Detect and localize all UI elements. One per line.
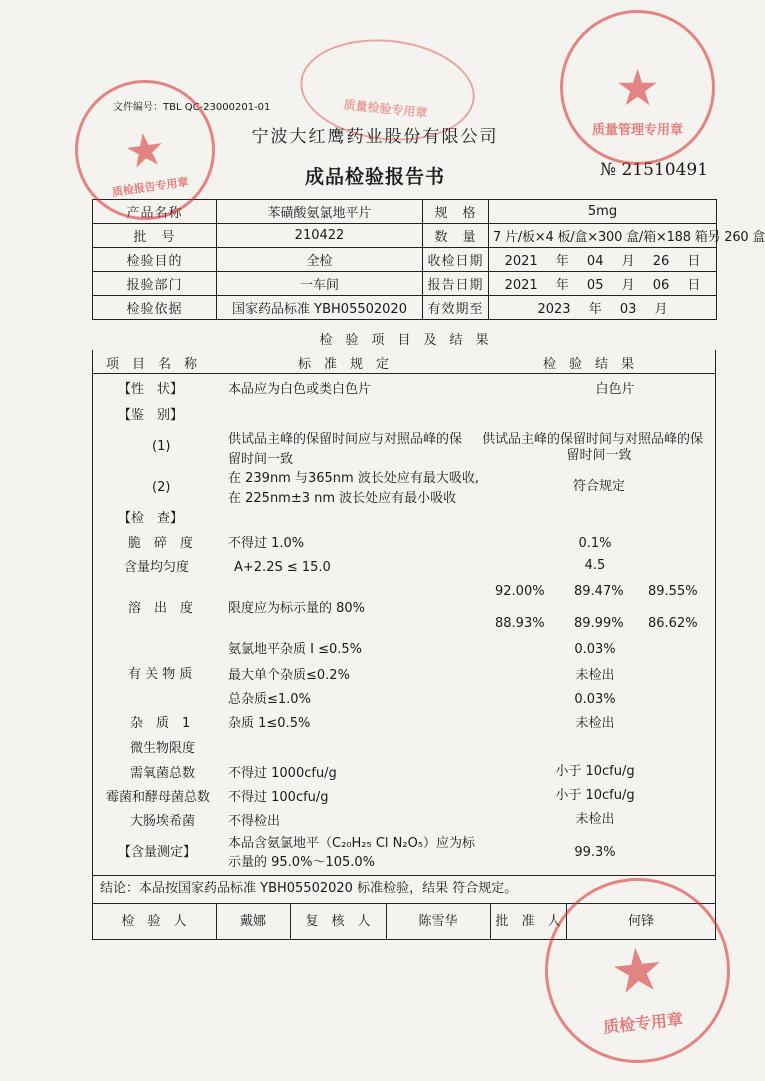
batch-label: 批 号 xyxy=(93,224,217,248)
microbial-limit-label: 微生物限度 xyxy=(130,741,196,756)
quality-stamp-top-center: 质量检验专用章 xyxy=(295,31,479,149)
related-substances-result-1: 0.03% xyxy=(574,642,616,657)
impurity-1-label: 杂 质 1 xyxy=(130,716,191,731)
info-row xyxy=(93,296,717,320)
content-uniformity-standard: A+2.2S ≤ 15.0 xyxy=(234,560,331,575)
friability-label: 脆 碎 度 xyxy=(128,536,194,551)
report-title: 成品检验报告书 xyxy=(304,166,445,188)
related-substances-result-2: 未检出 xyxy=(575,668,615,683)
conclusion: 结论：本品按国家药品标准 YBH05502020 标准检验，结果 符合规定。 xyxy=(100,881,518,896)
batch-value: 210422 xyxy=(217,224,423,248)
identification-2-result: 符合规定 xyxy=(572,479,625,494)
aerobic-count-standard: 不得过 1000cfu/g xyxy=(228,766,337,781)
quality-stamp-bottom-right: ★ 质检专用章 xyxy=(536,869,739,1072)
dissolution-value: 89.99% xyxy=(574,616,624,631)
character-result: 白色片 xyxy=(595,382,635,397)
identification-label: 【鉴 别】 xyxy=(118,408,184,423)
check-label: 【检 查】 xyxy=(118,511,184,526)
expiry-label: 有效期至 xyxy=(423,296,489,320)
quantity-value: 7 片/板×4 板/盒×300 盒/箱×188 箱另 260 盒 xyxy=(489,224,717,248)
related-substances-result-3: 0.03% xyxy=(574,692,616,707)
assay-label: 【含量测定】 xyxy=(118,845,197,860)
related-substances-standard-1: 氨氯地平杂质 I ≤0.5% xyxy=(228,642,363,657)
divider xyxy=(92,373,716,374)
basis-label: 检验依据 xyxy=(93,296,217,320)
quantity-label: 数 量 xyxy=(423,224,489,248)
received-date-label: 收检日期 xyxy=(423,248,489,272)
character-standard: 本品应为白色或类白色片 xyxy=(228,382,372,397)
aerobic-count-result: 小于 10cfu/g xyxy=(555,764,635,779)
report-date-label: 报告日期 xyxy=(423,272,489,296)
identification-2-label: (2) xyxy=(152,480,171,495)
friability-standard: 不得过 1.0% xyxy=(228,536,305,551)
info-row xyxy=(93,248,717,272)
product-name-label: 产品名称 xyxy=(93,200,217,224)
dissolution-value: 92.00% xyxy=(495,584,545,599)
reviewer-name: 陈雪华 xyxy=(418,914,458,929)
ecoli-label: 大肠埃希菌 xyxy=(130,814,196,829)
received-date-value: 2021 年 04 月 26 日 xyxy=(489,248,717,272)
section-title: 检 验 项 目 及 结 果 xyxy=(319,333,489,348)
content-uniformity-label: 含量均匀度 xyxy=(124,560,190,575)
product-name-value: 苯磺酸氨氯地平片 xyxy=(217,200,423,224)
spec-value: 5mg xyxy=(489,200,717,224)
related-substances-standard-2: 最大单个杂质≤0.2% xyxy=(228,668,350,683)
mold-yeast-count-standard: 不得过 100cfu/g xyxy=(228,790,329,805)
spec-label: 规 格 xyxy=(423,200,489,224)
info-row xyxy=(93,272,717,296)
dissolution-label: 溶 出 度 xyxy=(128,601,194,616)
mold-yeast-count-label: 霉菌和酵母菌总数 xyxy=(106,790,211,805)
impurity-1-result: 未检出 xyxy=(575,716,615,731)
expiry-value: 2023 年 03 月 xyxy=(489,296,717,320)
assay-result: 99.3% xyxy=(574,845,616,860)
approver-label: 批 准 人 xyxy=(495,914,561,929)
report-number: № 21510491 xyxy=(600,160,709,180)
assay-standard-line1: 本品含氨氯地平（C₂₀H₂₅ Cl N₂O₅）应为标 xyxy=(228,836,476,851)
info-row xyxy=(93,224,717,248)
ecoli-result: 未检出 xyxy=(575,812,615,827)
dissolution-value: 86.62% xyxy=(648,616,698,631)
report-date-value: 2021 年 05 月 06 日 xyxy=(489,272,717,296)
ecoli-standard: 不得检出 xyxy=(228,814,281,829)
company-name: 宁波大红鹰药业股份有限公司 xyxy=(251,127,499,147)
reviewer-label: 复 核 人 xyxy=(305,914,371,929)
identification-1-standard-line1: 供试品主峰的保留时间应与对照品峰的保 xyxy=(228,432,463,447)
identification-1-result-line2: 留时间一致 xyxy=(566,448,632,463)
column-header-result: 检 验 结 果 xyxy=(543,357,635,372)
friability-result: 0.1% xyxy=(578,536,612,551)
identification-2-standard-line1: 在 239nm 与365nm 波长处应有最大吸收, xyxy=(228,471,479,486)
related-substances-label: 有 关 物 质 xyxy=(128,667,193,682)
assay-standard-line2: 示量的 95.0%～105.0% xyxy=(228,855,375,870)
basis-value: 国家药品标准 YBH05502020 xyxy=(217,296,423,320)
purpose-value: 全检 xyxy=(217,248,423,272)
dissolution-value: 89.55% xyxy=(648,584,698,599)
aerobic-count-label: 需氧菌总数 xyxy=(130,766,196,781)
inspector-name: 戴娜 xyxy=(239,914,266,929)
document-code: 文件编号：TBL QC-23000201-01 xyxy=(113,102,271,113)
identification-2-standard-line2: 在 225nm±3 nm 波长处应有最小吸收 xyxy=(228,491,457,506)
column-header-standard: 标 准 规 定 xyxy=(298,357,390,372)
inspector-label: 检 验 人 xyxy=(121,914,187,929)
character-label: 【性 状】 xyxy=(118,382,184,397)
content-uniformity-result: 4.5 xyxy=(584,558,606,573)
impurity-1-standard: 杂质 1≤0.5% xyxy=(228,716,311,731)
dissolution-standard: 限度应为标示量的 80% xyxy=(228,601,366,616)
dissolution-value: 88.93% xyxy=(495,616,545,631)
star-icon: ★ xyxy=(615,58,660,117)
divider xyxy=(92,875,716,876)
mold-yeast-count-result: 小于 10cfu/g xyxy=(555,788,635,803)
department-label: 报验部门 xyxy=(93,272,217,296)
quality-stamp-top-right: ★ 质量管理专用章 xyxy=(560,10,715,165)
star-icon: ★ xyxy=(120,120,170,180)
department-value: 一车间 xyxy=(217,272,423,296)
identification-1-label: (1) xyxy=(152,439,171,454)
quality-stamp-top-left: ★ 质检报告专用章 xyxy=(66,71,224,229)
approver-name: 何锋 xyxy=(627,914,654,929)
identification-1-result-line1: 供试品主峰的保留时间与对照品峰的保 xyxy=(482,432,704,447)
column-header-item: 项 目 名 称 xyxy=(106,357,198,372)
purpose-label: 检验目的 xyxy=(93,248,217,272)
dissolution-value: 89.47% xyxy=(574,584,624,599)
identification-1-standard-line2: 留时间一致 xyxy=(228,452,294,467)
star-icon: ★ xyxy=(607,932,668,1009)
info-table xyxy=(92,199,765,320)
related-substances-standard-3: 总杂质≤1.0% xyxy=(228,692,311,707)
